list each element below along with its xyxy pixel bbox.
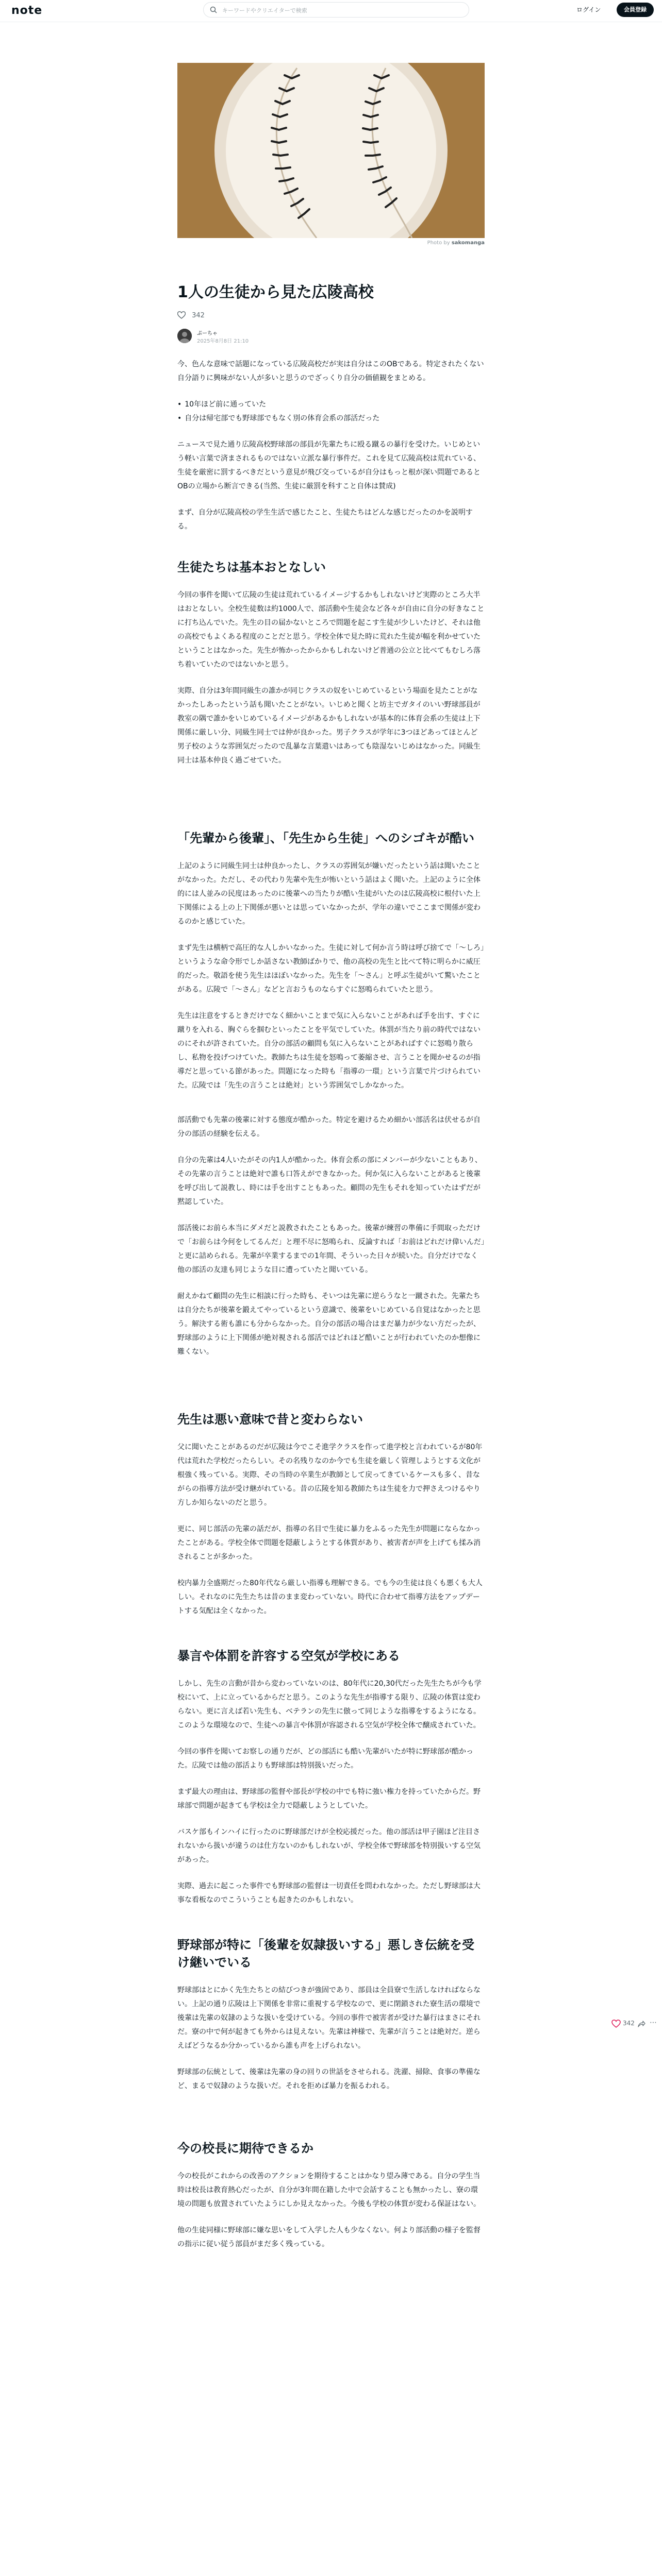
share-icon[interactable] bbox=[637, 2020, 646, 2028]
paragraph: 上記のように同級生同士は仲良かったし、クラスの雰囲気が嫌いだったという話は聞いたことがなかった。ただし、その代わり先輩や先生が怖いという話はよく聞いた。上記のように全体的には人並みの民度はあったのに後輩への当たりが酷い生徒がいたのは広陵高校に根付いた上下関係による上の上下関係が悪いとは思っていなかったが、学年の違いでここまで関係が変わるのかと感じていた。 bbox=[177, 862, 481, 926]
paragraph: 他の生徒同様に野球部に嫌な思いをして入学した人も少なくない。何より部活動の様子を監督の指示に従い従う部員がまだ多く残っている。 bbox=[177, 2226, 481, 2248]
photo-credit-prefix: Photo by bbox=[427, 240, 450, 246]
like-heart-icon[interactable] bbox=[611, 2020, 621, 2028]
paragraph: 今回の事件を聞いて広陵の生徒は荒れているイメージするかもしれないけど実際のところ大半はおとなしい。全校生徒数は約1000人で、部活動や生徒会など各々が自由に自分の好きなことに打ち込んでいた。先生の目の届かないところで問題を起こす生徒が少しいたけど、それは他の高校でもよくある程度のことだと思う。学校全体で見た時に荒れた生徒が幅を利かせていたということはなかった。先生が怖かったからかもしれないけど普通の公立と比べてもむしろ落ち着いていたのではないかと思う。 bbox=[177, 591, 485, 669]
bullet-list bbox=[177, 398, 485, 426]
floating-action-bar bbox=[609, 2016, 659, 2031]
signup-button[interactable]: 会員登録 bbox=[617, 3, 654, 17]
paragraph: 部活動でも先輩の後輩に対する態度が酷かった。特定を避けるため細かい部活名は伏せるが自分の部活の経験を伝える。 bbox=[177, 1116, 481, 1138]
search-input[interactable] bbox=[221, 5, 460, 16]
paragraph: 野球部はとにかく先生たちとの結びつきが強固であり、部員は全員寮で生活しなければならない。上記の通り広陵は上下関係を非常に重視する学校なので、更に閉鎖された寮生活の環境で後輩は先輩の奴隷のような扱いを受けている。今回の事件で被害者が受けた暴行はまさにそれだ。寮の中で何が起きても外からは見えない。先輩は神様で、先輩が言うことは絶対だ。逆らえばどうなるか分かっているから誰も声を上げられない。 bbox=[177, 1986, 481, 2050]
paragraph: 今、色んな意味で話題になっている広陵高校だが実は自分はこのOBである。特定されたくない自分語りに興味がない人が多いと思うのでざっくり自分の価値観をまとめる。 bbox=[177, 360, 484, 382]
section-heading: 先生は悪い意味で昔と変わらない bbox=[177, 1412, 363, 1427]
author-avatar[interactable] bbox=[177, 329, 192, 343]
note-logo[interactable]: note bbox=[11, 4, 43, 17]
paragraph: 耐えかねて顧問の先生に相談に行った時も、そいつは先輩に逆らうなと一蹴された。先輩たちは自分たちが後輩を鍛えてやっているという意識で、後輩をいじめている自覚はなかったと思う。解決する術も誰にも分からなかった。自分の部活の場合はまだ暴力が少ない方だったが、野球部のように上下関係が絶対視される部活ではどれほど酷いことが行われていたのか想像に難くない。 bbox=[177, 1292, 481, 1356]
paragraph: 自分の先輩は4人いたがその内1人が酷かった。体育会系の部にメンバーが少ないこともあり、その先輩の言うことは絶対で誰も口答えができなかった。何か気に入らないことがあると後輩を呼び出して説教し、時には手を出すこともあった。顧問の先生もそれを知っていたはずだが黙認していた。 bbox=[177, 1156, 482, 1206]
search-icon bbox=[210, 6, 217, 13]
author-row bbox=[177, 328, 485, 346]
paragraph: 校内暴力全盛期だった80年代なら厳しい指導も理解できる。でも今の生徒は良くも悪くも大人しい。それなのに先生たちは昔のまま変わっていない。時代に合わせて指導方法をアップデートする気配は全くなかった。 bbox=[177, 1579, 483, 1615]
paragraph: 部活後にお前ら本当にダメだと説教されたこともあった。後輩が練習の準備に手間取っただけで「お前らは今何をしてるんだ」と理不尽に怒鳴られ、反論すれば「お前はどれだけ偉いんだ」と更に詰められる。先輩が卒業するまでの1年間、そういった日々が続いた。自分だけでなく他の部活の友達も同じような目に遭っていたと聞いている。 bbox=[177, 1224, 485, 1274]
article-title: 1人の生徒から見た広陵高校 bbox=[177, 283, 374, 301]
photo-credit-author[interactable]: sakomanga bbox=[451, 240, 485, 246]
article-body bbox=[177, 358, 485, 2251]
section-heading: 生徒たちは基本おとなしい bbox=[177, 560, 326, 574]
paragraph: 先生は注意をするときだけでなく細かいことまで気に入らないことがあれば手を出す、すぐに蹴りを入れる、胸ぐらを掴むといったことを平気でしていた。体罰が当たり前の時代ではないのにそれが許されていた。自分の部活の顧問も気に入らないことがあればすぐに怒鳴り散らし、私物を投げつけていた。教師たちは生徒を怒鳴って萎縮させ、言うことを聞かせるのが指導だと思っている節があった。問題になった時も「指導の一環」という言葉で片づけられていた。広陵では「先生の言うことは絶対」という雰囲気でしかなかった。 bbox=[177, 1012, 481, 1090]
section-heading: 野球部が特に「後輩を奴隷扱いする」悪しき伝統を受け継いでいる bbox=[177, 1938, 474, 1970]
paragraph: まず最大の理由は、野球部の監督や部長が学校の中でも特に強い権力を持っていたからだ。野球部で問題が起きても学校は全力で隠蔽しようとしていた。 bbox=[177, 1788, 481, 1810]
list-item: • 自分は帰宅部でも野球部でもなく別の体育会系の部活だった bbox=[177, 412, 485, 426]
author-name[interactable]: ぷーちゃ bbox=[197, 331, 218, 336]
photo-credit bbox=[177, 240, 485, 246]
hero-image-baseball bbox=[177, 63, 485, 238]
site-header bbox=[0, 0, 662, 22]
likes-row bbox=[177, 311, 485, 321]
section-heading: 今の校長に期待できるか bbox=[177, 2141, 313, 2156]
paragraph: 野球部の伝統として、後輩は先輩の身の回りの世話をさせられる。洗濯、掃除、食事の準備など、まるで奴隷のような扱いだ。それを拒めば暴力を振るわれる。 bbox=[177, 2068, 481, 2090]
list-item: • 10年ほど前に通っていた bbox=[177, 398, 485, 412]
section-heading: 暴言や体罰を許容する空気が学校にある bbox=[177, 1649, 400, 1663]
paragraph: バスケ部もインハイに行ったのに野球部だけが全校応援だった。他の部活は甲子園ほど注目されないから扱いが違うのは仕方ないのかもしれないが、学校全体で野球部を特別扱いする空気があった。 bbox=[177, 1828, 481, 1864]
login-button[interactable]: ログイン bbox=[576, 6, 601, 13]
paragraph: ニュースで見た通り広陵高校野球部の部員が先輩たちに殴る蹴るの暴行を受けた。いじめという軽い言葉で済まされるものではない立派な暴行事件だ。これを見て広陵高校は荒れている、生徒を厳密に罰するべきだという意見が飛び交っているが自分はもっと根が深い問題であるとOBの立場から断言できる(当然、生徒に厳罰を科すこと自体は賛成) bbox=[177, 440, 481, 490]
paragraph: 父に聞いたことがあるのだが広陵は今でこそ進学クラスを作って進学校と言われているが80年代は荒れた学校だったらしい。その名残りなのか今でも生徒を厳しく管理しようとする文化が根強く残っている。実際、その当時の卒業生が教師として戻ってきているケースも多く、昔ながらの指導方法が受け継がれている。昔の広陵を知る教師たちは生徒を力で押さえつけるやり方しか知らないのだと思う。 bbox=[177, 1443, 483, 1507]
paragraph: まず先生は横柄で高圧的な人しかいなかった。生徒に対して何か言う時は呼び捨てで「～しろ」というような命令形でしか話さない教師ばかりで、他の高校の先生と比べて特に明らかに威圧的だった。敬語を使う先生はほぼいなかった。先生を「～さん」と呼ぶ生徒がいて驚いたことがある。広陵で「～さん」などと言おうものならすぐに怒鳴られていたと思う。 bbox=[177, 944, 484, 994]
likes-count: 342 bbox=[192, 312, 205, 319]
section-heading: 「先輩から後輩」、「先生から生徒」へのシゴキが酷い bbox=[177, 831, 474, 845]
article bbox=[177, 282, 485, 2264]
paragraph: 実際、自分は3年間同級生の誰かが同じクラスの奴をいじめているという場面を見たことがなかったしあったという話も聞いたことがない。いじめと聞くと坊主でガタイのいい野球部員が教室の隅で誰かをいじめているイメージがあるかもしれないが基本的に体育会系の生徒は上下関係に厳しい分、同級生同士では仲が良かった。男子クラスが学年に3つほどあってほとんど男子校のような雰囲気だったので乱暴な言葉遣いはあっても陰湿ないじめはなかった。同級生同士は基本仲良く過ごせていた。 bbox=[177, 687, 481, 765]
post-date: 2025年8月8日 21:10 bbox=[197, 338, 249, 344]
heart-icon[interactable] bbox=[177, 311, 186, 319]
paragraph: しかし、先生の言動が昔から変わっていないのは、80年代に20,30代だった先生たちが今も学校にいて、上に立っているからだと思う。このような先生が指導する限り、広陵の体質は変わらない。更に言えば若い先生も、ベテランの先生に倣って同じような指導をするようになる。このような環境なので、生徒への暴言や体罰が容認される空気が学校全体で醸成されていた。 bbox=[177, 1680, 482, 1730]
search-box[interactable] bbox=[203, 2, 469, 18]
more-options-icon[interactable]: ⋯ bbox=[650, 2019, 657, 2027]
paragraph: 更に、同じ部活の先輩の話だが、指導の名目で生徒に暴力をふるった先生が問題にならなかったことがある。学校全体で問題を隠蔽しようとする体質があり、被害者が声を上げても揉み消されることが多かった。 bbox=[177, 1525, 481, 1561]
paragraph: 実際、過去に起こった事件でも野球部の監督は一切責任を問われなかった。ただし野球部は大事な看板なのでこういうことも起きたのかもしれない。 bbox=[177, 1882, 481, 1904]
floating-likes-count: 342 bbox=[623, 2020, 635, 2027]
paragraph: 今の校長がこれからの改善のアクションを期待することはかなり望み薄である。自分の学生当時は校長は教育熱心だったが、自分が3年間在籍した中で会話することも無かったし、寮の環境の問題も放置されていたようにしか見えなかった。今後も学校の体質が変わる保証はない。 bbox=[177, 2172, 481, 2208]
paragraph: 今回の事件を聞いてお察しの通りだが、どの部活にも酷い先輩がいたが特に野球部が酷かった。広陵では他の部活よりも野球部は特別扱いだった。 bbox=[177, 1748, 473, 1770]
paragraph: まず、自分が広陵高校の学生生活で感じたこと、生徒たちはどんな感じだったのかを説明する。 bbox=[177, 509, 473, 531]
